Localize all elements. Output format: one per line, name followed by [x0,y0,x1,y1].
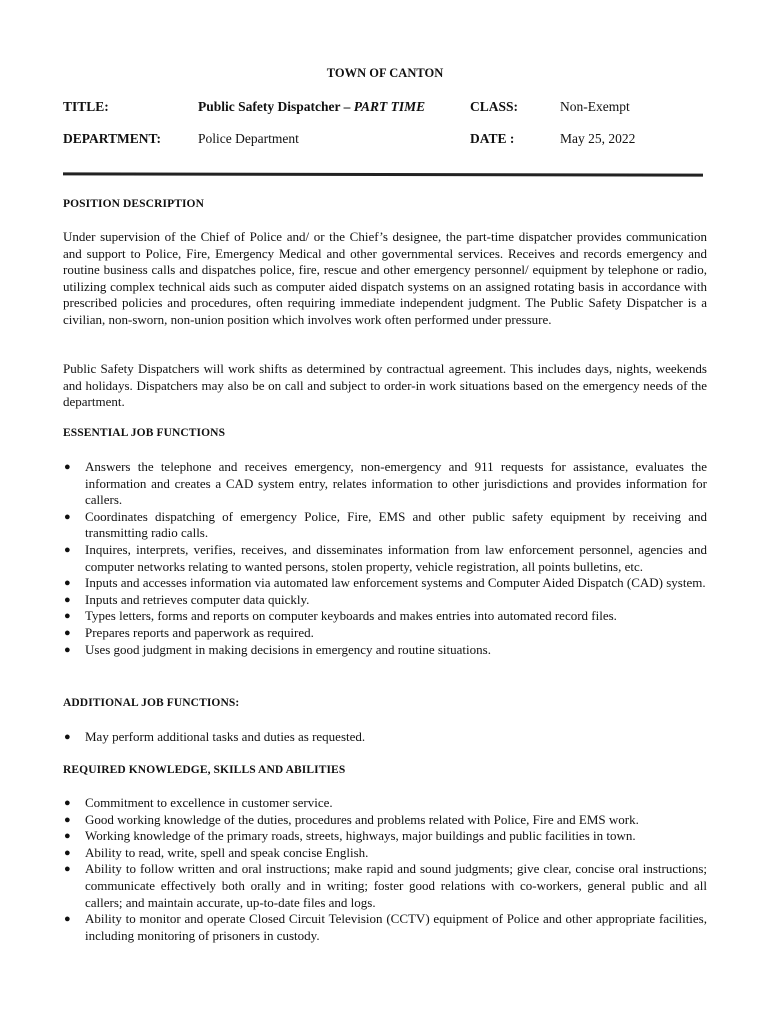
header-divider [63,172,703,176]
list-item-text: Ability to monitor and operate Closed Circuit Television (CCTV) equipment of Police and other appropriate facilities, including monitoring of prisoners in custody. [85,911,707,943]
bullet-icon: ● [64,610,71,623]
class-label: CLASS: [470,99,519,114]
bullet-icon: ● [64,813,71,826]
list-item-text: Good working knowledge of the duties, procedures and problems related with Police, Fire and EMS work. [85,811,639,827]
additional-functions-list [63,729,707,746]
title-value-text: Public Safety Dispatcher – [198,99,354,114]
date-value: May 25, 2022 [560,131,636,146]
department-value: Police Department [198,131,299,146]
list-item-text: Inquires, interprets, verifies, receives, and disseminates information from law enforcement personnel, agencies and computer networks relating to wanted persons, stolen property, vehicle registration, all points bulletins, etc. [85,541,707,574]
date-label: DATE : [470,131,515,146]
list-item-text: Inputs and retrieves computer data quickly. [85,591,310,607]
essential-functions-list [63,459,707,658]
list-item [63,592,707,609]
bullet-icon: ● [64,643,71,656]
list-item-text: May perform additional tasks and duties as requested. [85,729,366,744]
list-item [63,575,707,592]
bullet-icon: ● [64,626,71,639]
list-item [63,861,707,911]
required-ksa-list [63,795,707,944]
additional-functions-heading: ADDITIONAL JOB FUNCTIONS: [63,697,240,709]
list-item-text: Uses good judgment in making decisions in emergency and routine situations. [85,641,491,657]
list-item [63,911,707,944]
title-value-italic: PART TIME [353,99,426,114]
position-description-paragraph-1: Under supervision of the Chief of Police and/ or the Chief’s designee, the part-time dispatcher provides communication and support to Police, Fire, Emergency Medical and other governmental services. Receives and records emergency and routine business calls and dispatches police, fire, rescue and other emergency personnel/ equipment by telephone or radio, utilizing complex technical aids such as computer aided dispatch systems on an assigned rotating basis in accordance with prescribed policies and procedures, often requiring immediate independent judgment. The Public Safety Dispatcher is a civilian, non-sworn, non-union position which involves work often performed under pressure. [63,229,707,327]
list-item-text: Types letters, forms and reports on computer keyboards and makes entries into automated record files. [85,608,617,624]
bullet-icon: ● [64,731,71,743]
bullet-icon: ● [64,846,71,859]
list-item [63,812,707,829]
list-item [63,509,707,542]
bullet-icon: ● [64,797,71,809]
list-item [63,828,707,845]
list-item-text: Ability to follow written and oral instructions; make rapid and sound judgments; give clear, concise oral instructions; communicate effectively both orally and in writing; foster good relations with co-workers, general public and all callers; and maintain accurate, up-to-date files and logs. [85,861,707,910]
list-item-text: Inputs and accesses information via automated law enforcement systems and Computer Aided Dispatch (CAD) system. [85,575,706,591]
department-label: DEPARTMENT: [63,131,162,146]
list-item [63,625,707,642]
position-description-paragraph-2: Public Safety Dispatchers will work shifts as determined by contractual agreement. This includes days, nights, weekends and holidays. Dispatchers may also be on call and subject to order-in work situations based on the emergency needs of the department. [63,361,707,410]
list-item-text: Prepares reports and paperwork as required. [85,624,314,640]
list-item [63,729,707,746]
title-value [198,99,425,115]
essential-functions-heading: ESSENTIAL JOB FUNCTIONS [63,427,226,439]
list-item [63,795,707,812]
bullet-icon: ● [64,593,71,606]
list-item-text: Working knowledge of the primary roads, streets, highways, major buildings and public facilities in town. [85,828,636,844]
organization-name: TOWN OF CANTON [326,66,444,80]
list-item [63,845,707,862]
list-item-text: Commitment to excellence in customer service. [85,795,333,810]
list-item [63,459,707,509]
list-item-text: Ability to read, write, spell and speak concise English. [85,844,369,860]
bullet-icon: ● [64,863,71,876]
list-item-text: Coordinates dispatching of emergency Police, Fire, EMS and other public safety equipment by receiving and transmitting radio calls. [85,508,707,541]
list-item-text: Answers the telephone and receives emergency, non-emergency and 911 requests for assistance, evaluates the information and creates a CAD system entry, relates information to other jurisdictions and provides information for callers. [85,459,707,508]
bullet-icon: ● [64,577,71,590]
bullet-icon: ● [64,543,71,556]
bullet-icon: ● [64,913,71,926]
position-description-heading: POSITION DESCRIPTION [63,198,204,210]
bullet-icon: ● [64,461,71,473]
bullet-icon: ● [64,510,71,523]
list-item [63,642,707,659]
list-item [63,608,707,625]
class-value: Non-Exempt [560,99,630,114]
title-label: TITLE: [63,99,109,114]
required-ksa-heading: REQUIRED KNOWLEDGE, SKILLS AND ABILITIES [63,764,346,776]
list-item [63,542,707,575]
bullet-icon: ● [64,830,71,843]
